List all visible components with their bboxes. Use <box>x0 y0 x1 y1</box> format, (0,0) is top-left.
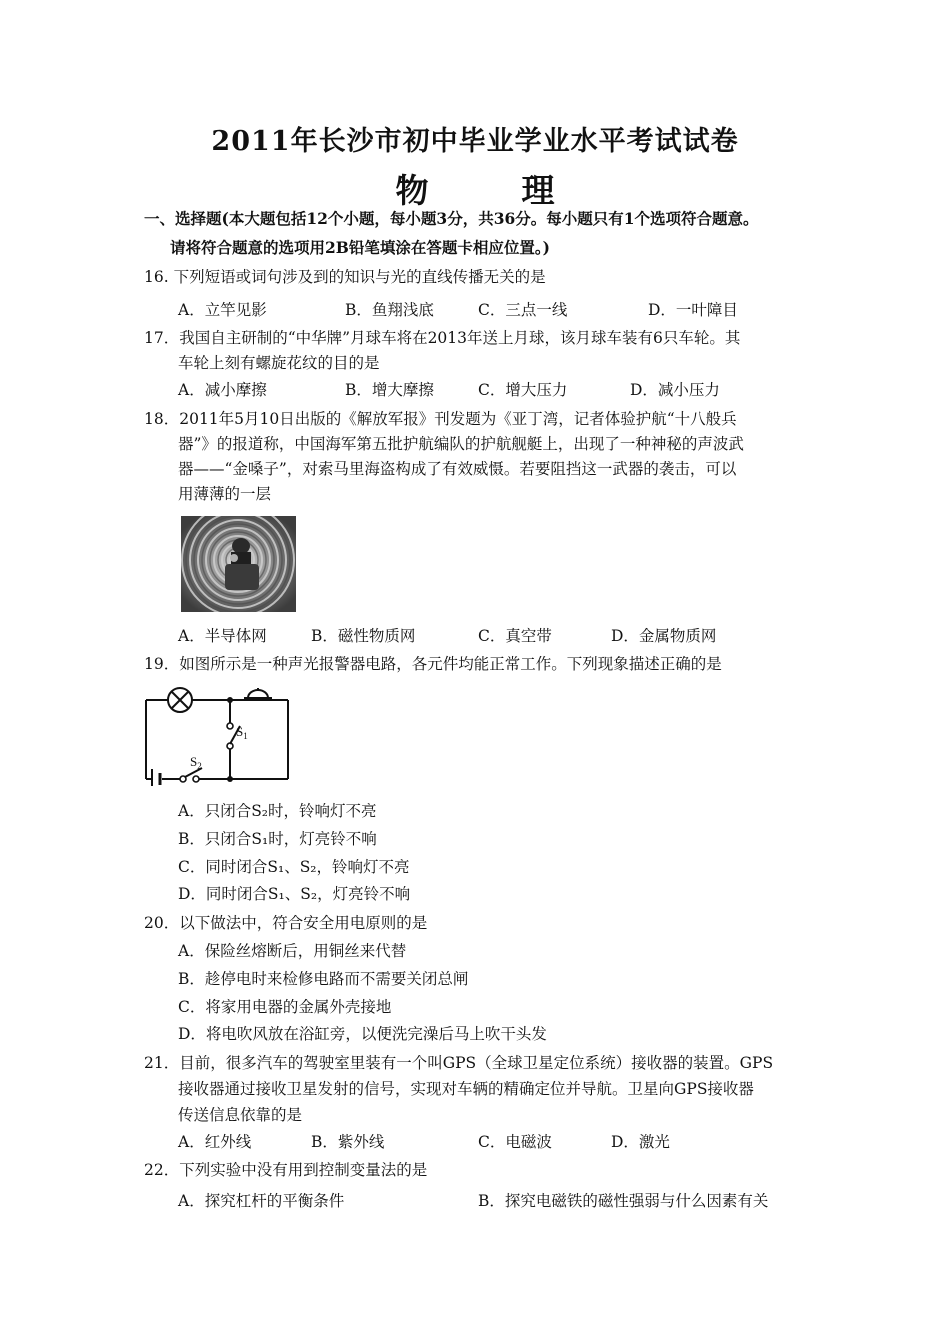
question-16-option-d: D．一叶障目 <box>648 301 738 319</box>
question-17-option-b: B．增大摩擦 <box>345 381 434 399</box>
question-19-text: 19．如图所示是一种声光报警器电路，各元件均能正常工作。下列现象描述正确的是 <box>144 655 722 673</box>
question-21-text-line-2: 接收器通过接收卫星发射的信号，实现对车辆的精确定位并导航。卫星向GPS接收器 <box>178 1080 754 1098</box>
question-20-option-a: A．保险丝熔断后，用铜丝来代替 <box>178 942 407 960</box>
question-18-text-line-3: 器——“金嗓子”，对索马里海盗构成了有效威慑。若要阻挡这一武器的袭击，可以 <box>178 460 737 478</box>
question-21-text-line-3: 传送信息依靠的是 <box>178 1106 303 1124</box>
question-17-text-line-1: 17．我国自主研制的“中华牌”月球车将在2013年送上月球，该月球车装有6只车轮。其 <box>144 329 741 347</box>
question-18-option-a: A．半导体网 <box>178 627 267 645</box>
question-20-option-d: D．将电吹风放在浴缸旁，以便洗完澡后马上吹干头发 <box>178 1025 547 1043</box>
question-17-option-c: C．增大压力 <box>478 381 568 399</box>
question-16-option-c: C．三点一线 <box>478 301 568 319</box>
lamp-icon <box>168 688 192 712</box>
question-18-text-line-4: 用薄薄的一层 <box>178 485 272 503</box>
switch-s1-label: S <box>236 724 244 739</box>
question-17-option-d: D．减小压力 <box>630 381 720 399</box>
question-19-option-a: A．只闭合S₂时，铃响灯不亮 <box>178 802 377 820</box>
question-17-option-a: A．减小摩擦 <box>178 381 267 399</box>
section-instruction-line-2: 请将符合题意的选项用2B铅笔填涂在答题卡相应位置。) <box>170 238 550 257</box>
question-18-option-b: B．磁性物质网 <box>311 627 416 645</box>
svg-text:S1 <box>236 724 248 741</box>
question-19-option-b: B．只闭合S₁时，灯亮铃不响 <box>178 830 377 848</box>
question-21-text-line-1: 21．目前，很多汽车的驾驶室里装有一个叫GPS（全球卫星定位系统）接收器的装置。GPS <box>144 1054 774 1072</box>
battery-icon <box>152 769 160 786</box>
switch-s2-subscript: 2 <box>197 761 202 771</box>
question-18-option-d: D．金属物质网 <box>611 627 717 645</box>
question-21-option-c: C．电磁波 <box>478 1133 552 1151</box>
bell-icon <box>244 688 272 700</box>
question-16-option-a: A．立竿见影 <box>178 301 267 319</box>
switch-s2-label: S <box>190 754 198 769</box>
question-18-text-line-1: 18．2011年5月10日出版的《解放军报》刊发题为《亚丁湾，记者体验护航“十八般兵 <box>144 410 737 428</box>
question-19-option-d: D．同时闭合S₁、S₂，灯亮铃不响 <box>178 885 411 903</box>
switch-s1-subscript: 1 <box>243 731 248 741</box>
question-19-option-c: C．同时闭合S₁、S₂，铃响灯不亮 <box>178 858 410 876</box>
alarm-circuit-diagram <box>140 682 300 786</box>
question-20-option-c: C．将家用电器的金属外壳接地 <box>178 998 392 1016</box>
question-20-text: 20．以下做法中，符合安全用电原则的是 <box>144 914 428 932</box>
question-17-text-line-2: 车轮上刻有螺旋花纹的目的是 <box>178 354 380 372</box>
question-21-option-d: D．激光 <box>611 1133 670 1151</box>
question-21-option-b: B．紫外线 <box>311 1133 385 1151</box>
page-title: 2011年长沙市初中毕业学业水平考试试卷 <box>211 126 739 157</box>
sonic-weapon-photo <box>181 516 296 612</box>
svg-text:S2 <box>190 754 202 771</box>
question-22-text: 22．下列实验中没有用到控制变量法的是 <box>144 1161 428 1179</box>
question-16-text: 16. 下列短语或词句涉及到的知识与光的直线传播无关的是 <box>144 268 546 286</box>
question-20-option-b: B．趁停电时来检修电路而不需要关闭总闸 <box>178 970 469 988</box>
question-21-option-a: A．红外线 <box>178 1133 252 1151</box>
question-18-option-c: C．真空带 <box>478 627 552 645</box>
question-16-option-b: B．鱼翔浅底 <box>345 301 434 319</box>
question-22-option-b: B．探究电磁铁的磁性强弱与什么因素有关 <box>478 1192 769 1210</box>
question-22-option-a: A．探究杠杆的平衡条件 <box>178 1192 345 1210</box>
question-18-text-line-2: 器”》的报道称，中国海军第五批护航编队的护航舰艇上，出现了一种神秘的声波武 <box>178 435 744 453</box>
subject-title: 物 理 <box>395 171 585 210</box>
section-instruction-line-1: 一、选择题(本大题包括12个小题，每小题3分，共36分。每小题只有1个选项符合题意。 <box>144 209 759 228</box>
